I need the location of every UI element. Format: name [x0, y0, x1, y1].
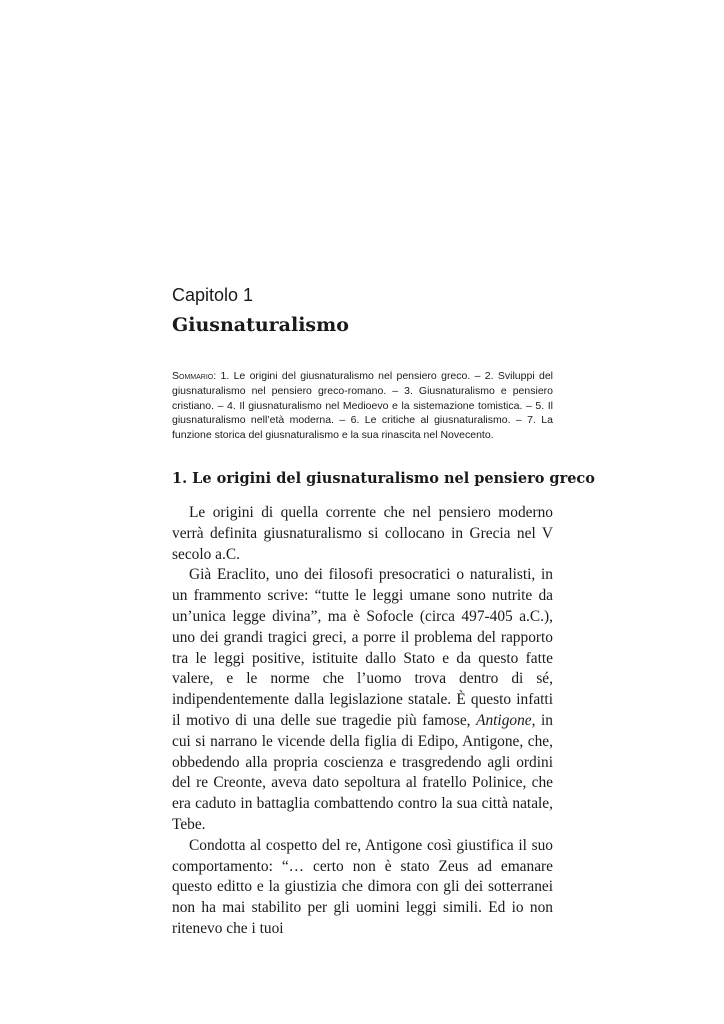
summary-text: : 1. Le origini del giusnaturalismo nel pensiero greco. – 2. Sviluppi del giusnaturalismo nel pensiero greco-romano. – 3. Giusnaturalismo e pensiero cristiano. – 4. Il giusnaturalismo nel Medioevo e la sistemazione tomistica. – 5. Il giusnaturalismo nell’età moderna. – 6. Le critiche al giusnaturalismo. – 7. La funzione storica del giusnaturalismo e la sua rinascita nel Novecento. — [172, 370, 553, 442]
summary-prefix: Sommario — [172, 370, 214, 382]
paragraph-3: Condotta al cospetto del re, Antigone così giustifica il suo comportamento: “… certo non è stato Zeus ad emanare questo editto e la giustizia che dimora con gli dei sotterranei non ha mai stabilito per gli uomini leggi simili. Ed io non ritenevo che i tuoi — [172, 836, 553, 937]
body-text — [172, 503, 553, 940]
chapter-title: Giusnaturalismo — [172, 314, 349, 336]
paragraph-2-part-b: , in cui si narrano le vicende della figlia di Edipo, Antigone, che, obbedendo alla propria coscienza e trasgredendo agli ordini del re Creonte, aveva dato sepoltura al fratello Polinice, che era caduto in battaglia combattendo contro la sua città natale, Tebe. — [172, 711, 553, 833]
chapter-summary — [172, 369, 553, 443]
paragraph-2-part-a: Già Eraclito, uno dei filosofi presocratici o naturalisti, in un frammento scrive: “tutte le leggi umane sono nutrite da un’unica legge divina”, ma è Sofocle (circa 497-405 a.C.), uno dei grandi tragici greci, a porre il problema del rapporto tra le leggi positive, istituite dallo Stato e da questo fatte valere, e le norme che l’uomo trova dentro di sé, indipendentemente dalla legislazione statale. È questo infatti il motivo di una delle sue tragedie più famose, — [172, 566, 553, 729]
section-heading: 1. Le origini del giusnaturalismo nel pensiero greco — [172, 470, 595, 487]
chapter-label: Capitolo 1 — [172, 285, 254, 305]
work-title-antigone: Antigone — [476, 711, 532, 729]
paragraph-2 — [172, 565, 553, 835]
paragraph-1: Le origini di quella corrente che nel pensiero moderno verrà definita giusnaturalismo si collocano in Grecia nel V secolo a.C. — [172, 504, 553, 563]
